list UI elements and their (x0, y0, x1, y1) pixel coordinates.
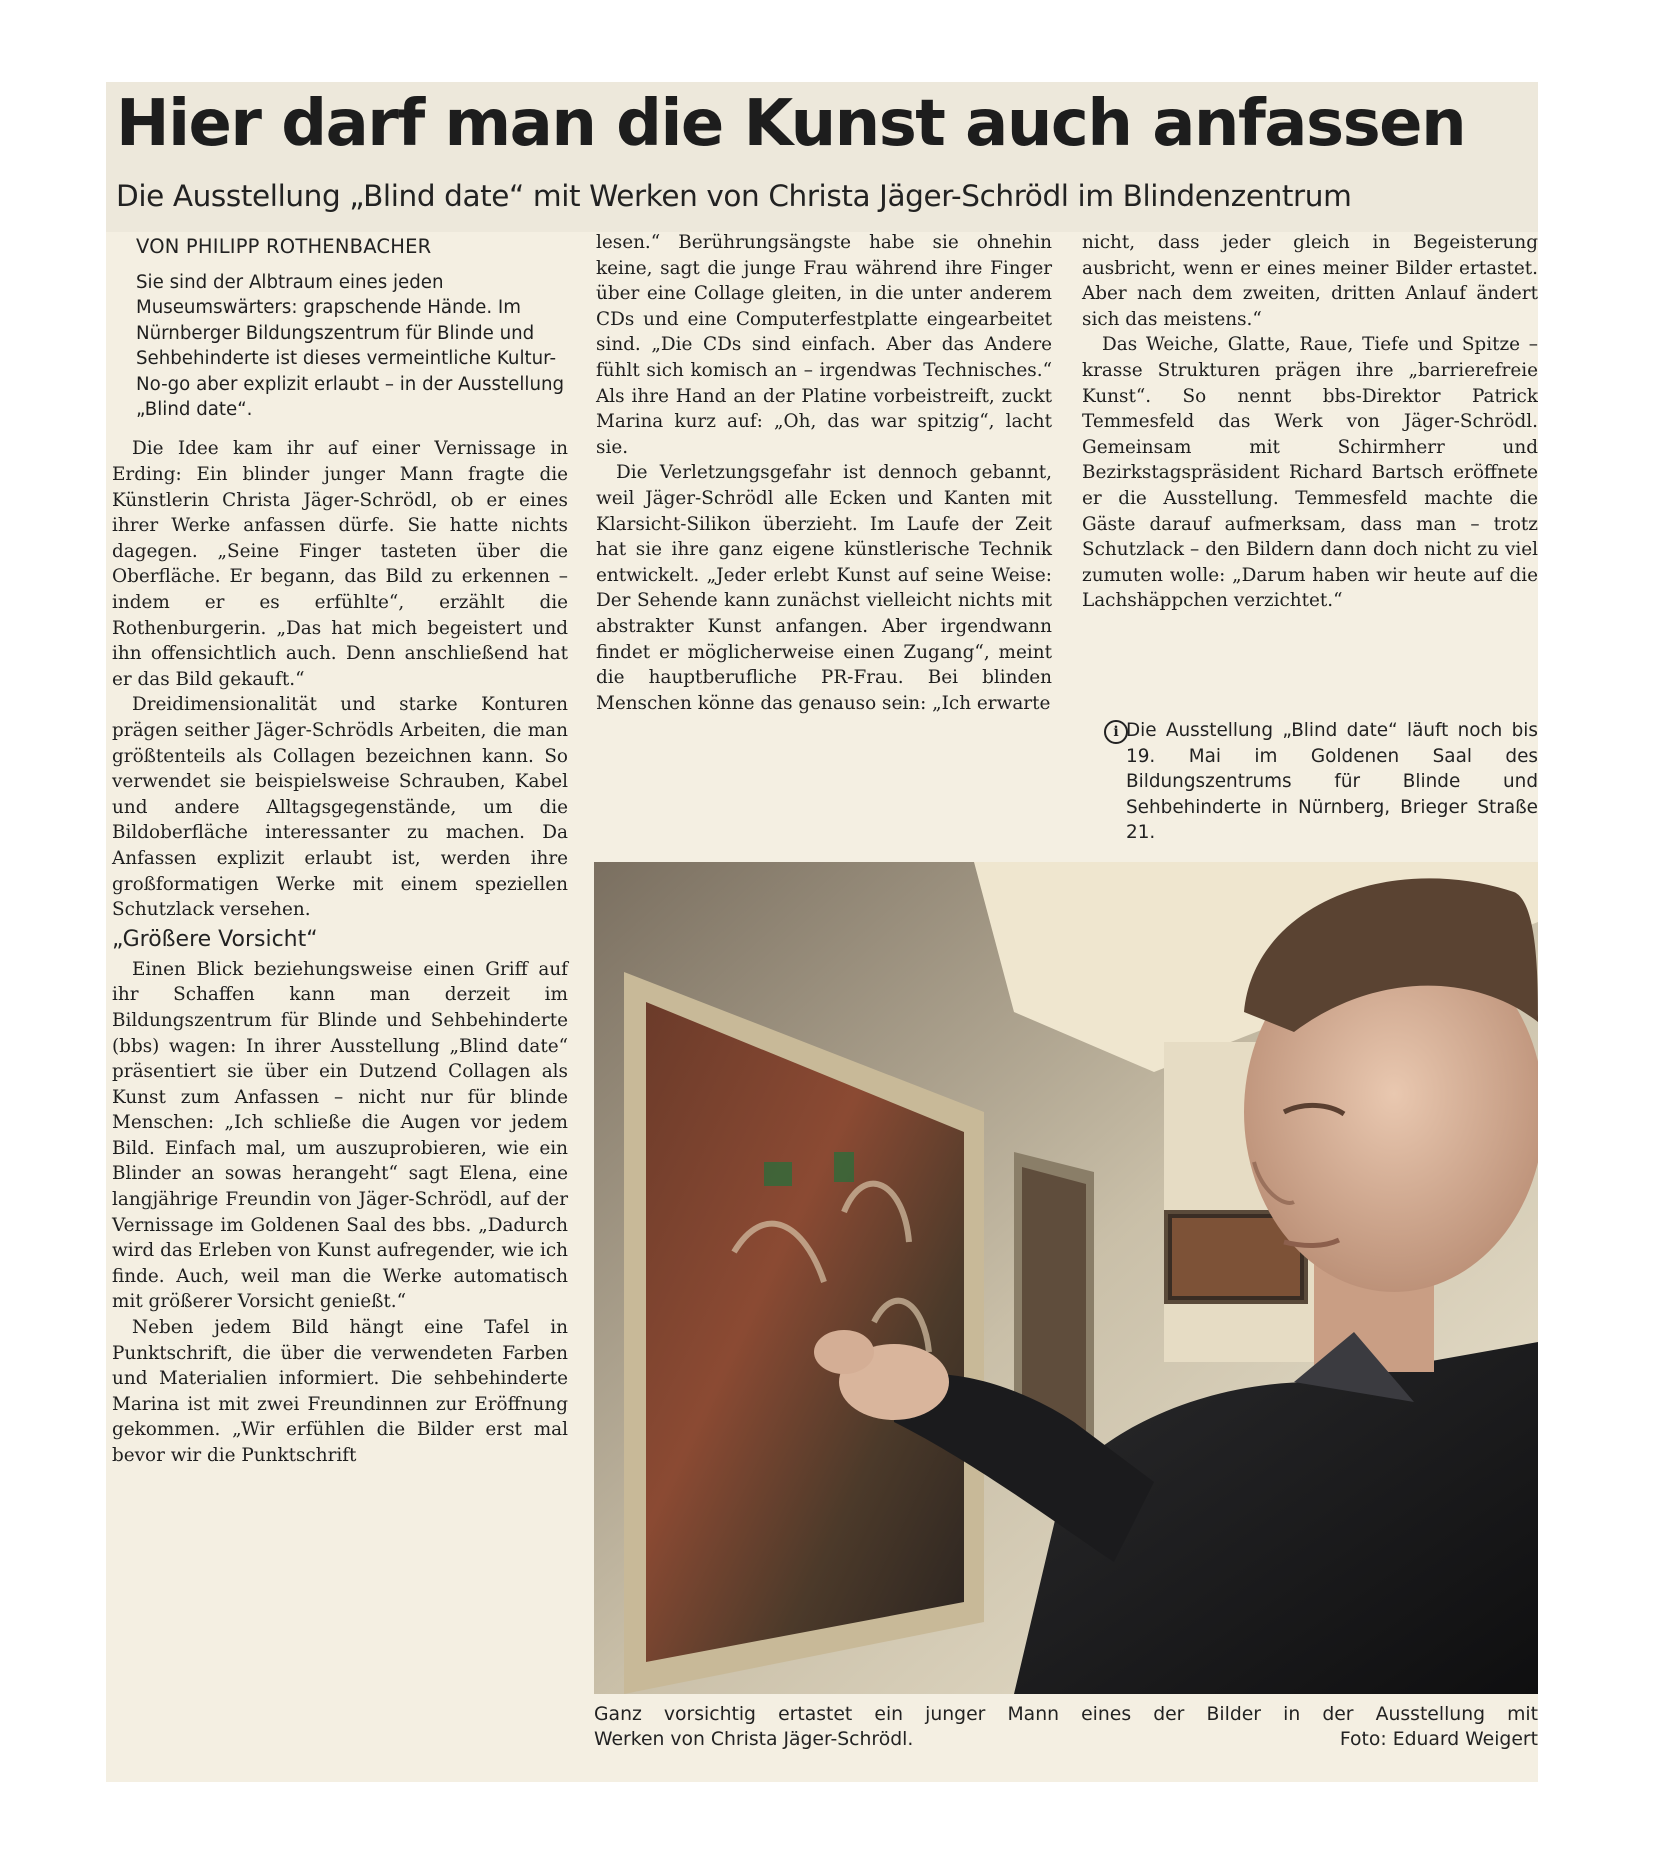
article-column-3 (1082, 230, 1538, 614)
paragraph: Die Verletzungsgefahr ist dennoch gebannt, weil Jäger-Schrödl alle Ecken und Kanten mit Klarsicht-Silikon überzieht. Im Laufe der Zeit hat sie ihre ganz eigene künstlerische Technik entwickelt. „Jeder erlebt Kunst auf seine Weise: Der Sehende kann zunächst vielleicht nichts mit abstrakter Kunst anfangen. Aber irgendwann findet er möglicherweise einen Zugang“, meint die hauptberufliche PR-Frau. Bei blinden Menschen könne das genauso sein: „Ich erwarte (596, 462, 1052, 714)
paragraph: nicht, dass jeder gleich in Begeisterung ausbricht, wenn er eines meiner Bilder ertastet. Aber nach dem zweiten, dritten Anlauf ändert sich das meistens.“ (1082, 232, 1538, 330)
photo-illustration (594, 862, 1538, 1694)
section-subtitle: „Größere Vorsicht“ (112, 926, 318, 952)
caption-line-2-row (594, 1727, 1538, 1752)
paragraph: Die Idee kam ihr auf einer Vernissage in Erding: Ein blinder junger Mann fragte die Künstlerin Christa Jäger-Schrödl, ob er eines ihrer Werke anfassen dürfe. Sie hatte nichts dagegen. „Seine Finger tasteten über die Oberfläche. Er begann, das Bild zu erkennen – indem er es erfühlte“, erzählt die Rothenburgerin. „Das hat mich begeistert und ihn offensichtlich auch. Denn anschließend hat er das Bild gekauft.“ (112, 438, 568, 690)
caption-line-2: Werken von Christa Jäger-Schrödl. (594, 1729, 914, 1750)
paragraph: Das Weiche, Glatte, Raue, Tiefe und Spitze – krasse Strukturen prägen ihre „barrierefreie Kunst“. So nennt bbs-Direktor Patrick Temmesfeld das Werk von Jäger-Schrödl. Gemeinsam mit Schirmherr und Bezirkstagspräsident Richard Bartsch eröffnete er die Ausstellung. Temmesfeld machte die Gäste darauf aufmerksam, dass man – trotz Schutzlack – den Bildern dann doch nicht zu viel zumuten wolle: „Darum haben wir heute auf die Lachshäppchen verzichtet.“ (1082, 334, 1538, 612)
photo-caption (594, 1702, 1538, 1752)
byline: VON PHILIPP ROTHENBACHER (136, 235, 432, 258)
paragraph: lesen.“ Berührungsängste habe sie ohnehin keine, sagt die junge Frau während ihre Finger über eine Collage gleiten, in die unter anderem CDs und eine Computerfestplatte eingearbeitet sind. „Die CDs sind einfach. Aber das Andere fühlt sich komisch an – irgendwas Technisches.“ Als ihre Hand an der Platine vorbeistreift, zuckt Marina kurz auf: „Oh, das war spitzig“, lacht sie. (596, 232, 1052, 458)
paragraph: Einen Blick beziehungsweise einen Griff auf ihr Schaffen kann man derzeit im Bildungszentrum für Blinde und Sehbehinderte (bbs) wagen: In ihrer Ausstellung „Blind date“ präsentiert sie über ein Dutzend Collagen als Kunst zum Anfassen – nicht nur für blinde Menschen: „Ich schließe die Augen vor jedem Bild. Einfach mal, um auszuprobieren, wie ein Blinder an sowas herangeht“ sagt Elena, eine langjährige Freundin von Jäger-Schrödl, auf der Vernissage im Goldenen Saal des bbs. „Dadurch wird das Erleben von Kunst aufregender, wie ich finde. Auch, weil man die Werke automatisch mit größerer Vorsicht genießt.“ (112, 958, 568, 1313)
info-text: Die Ausstellung „Blind date“ läuft noch bis 19. Mai im Goldenen Saal des Bildungszentrums für Blinde und Sehbehinderte in Nürnberg, Brieger Straße 21. (1126, 720, 1538, 844)
article-column-2 (596, 230, 1052, 716)
paragraph: Neben jedem Bild hängt eine Tafel in Punktschrift, die über die verwendeten Farben und Materialien informiert. Die sehbehinderte Marina ist mit zwei Freundinnen zur Eröffnung gekommen. „Wir erfühlen die Bilder erst mal bevor wir die Punktschrift (112, 1317, 568, 1466)
newspaper-clipping (106, 82, 1538, 1782)
article-column-1 (112, 232, 568, 1469)
info-box (1082, 718, 1538, 846)
paragraph: Dreidimensionalität und starke Konturen prägen seither Jäger-Schrödls Arbeiten, die man größtenteils als Collagen bezeichnen kann. So verwendet sie beispielsweise Schrauben, Kabel und andere Alltagsgegenstände, um die Bildoberfläche interessanter zu machen. Da Anfassen explizit erlaubt ist, werden ihre großformatigen Werke mit einem speziellen Schutzlack versehen. (112, 694, 568, 921)
article-photo (594, 862, 1538, 1694)
subheadline: Die Ausstellung „Blind date“ mit Werken von Christa Jäger-Schrödl im Blindenzentrum (116, 179, 1352, 213)
headline: Hier darf man die Kunst auch anfassen (116, 87, 1466, 161)
info-icon: i (1104, 720, 1128, 744)
photo-credit: Foto: Eduard Weigert (1339, 1729, 1538, 1750)
caption-line-1: Ganz vorsichtig ertastet ein junger Mann eines der Bilder in der Ausstellung mit (594, 1704, 1538, 1725)
lead-paragraph: Sie sind der Albtraum eines jeden Museumswärters: grapschende Hände. Im Nürnberger Bildungszentrum für Blinde und Sehbehinderte ist dieses vermeintliche Kultur-No-go aber explizit erlaubt – in der Ausstellung „Blind date“. (136, 272, 565, 421)
column-1-body (112, 436, 568, 1468)
